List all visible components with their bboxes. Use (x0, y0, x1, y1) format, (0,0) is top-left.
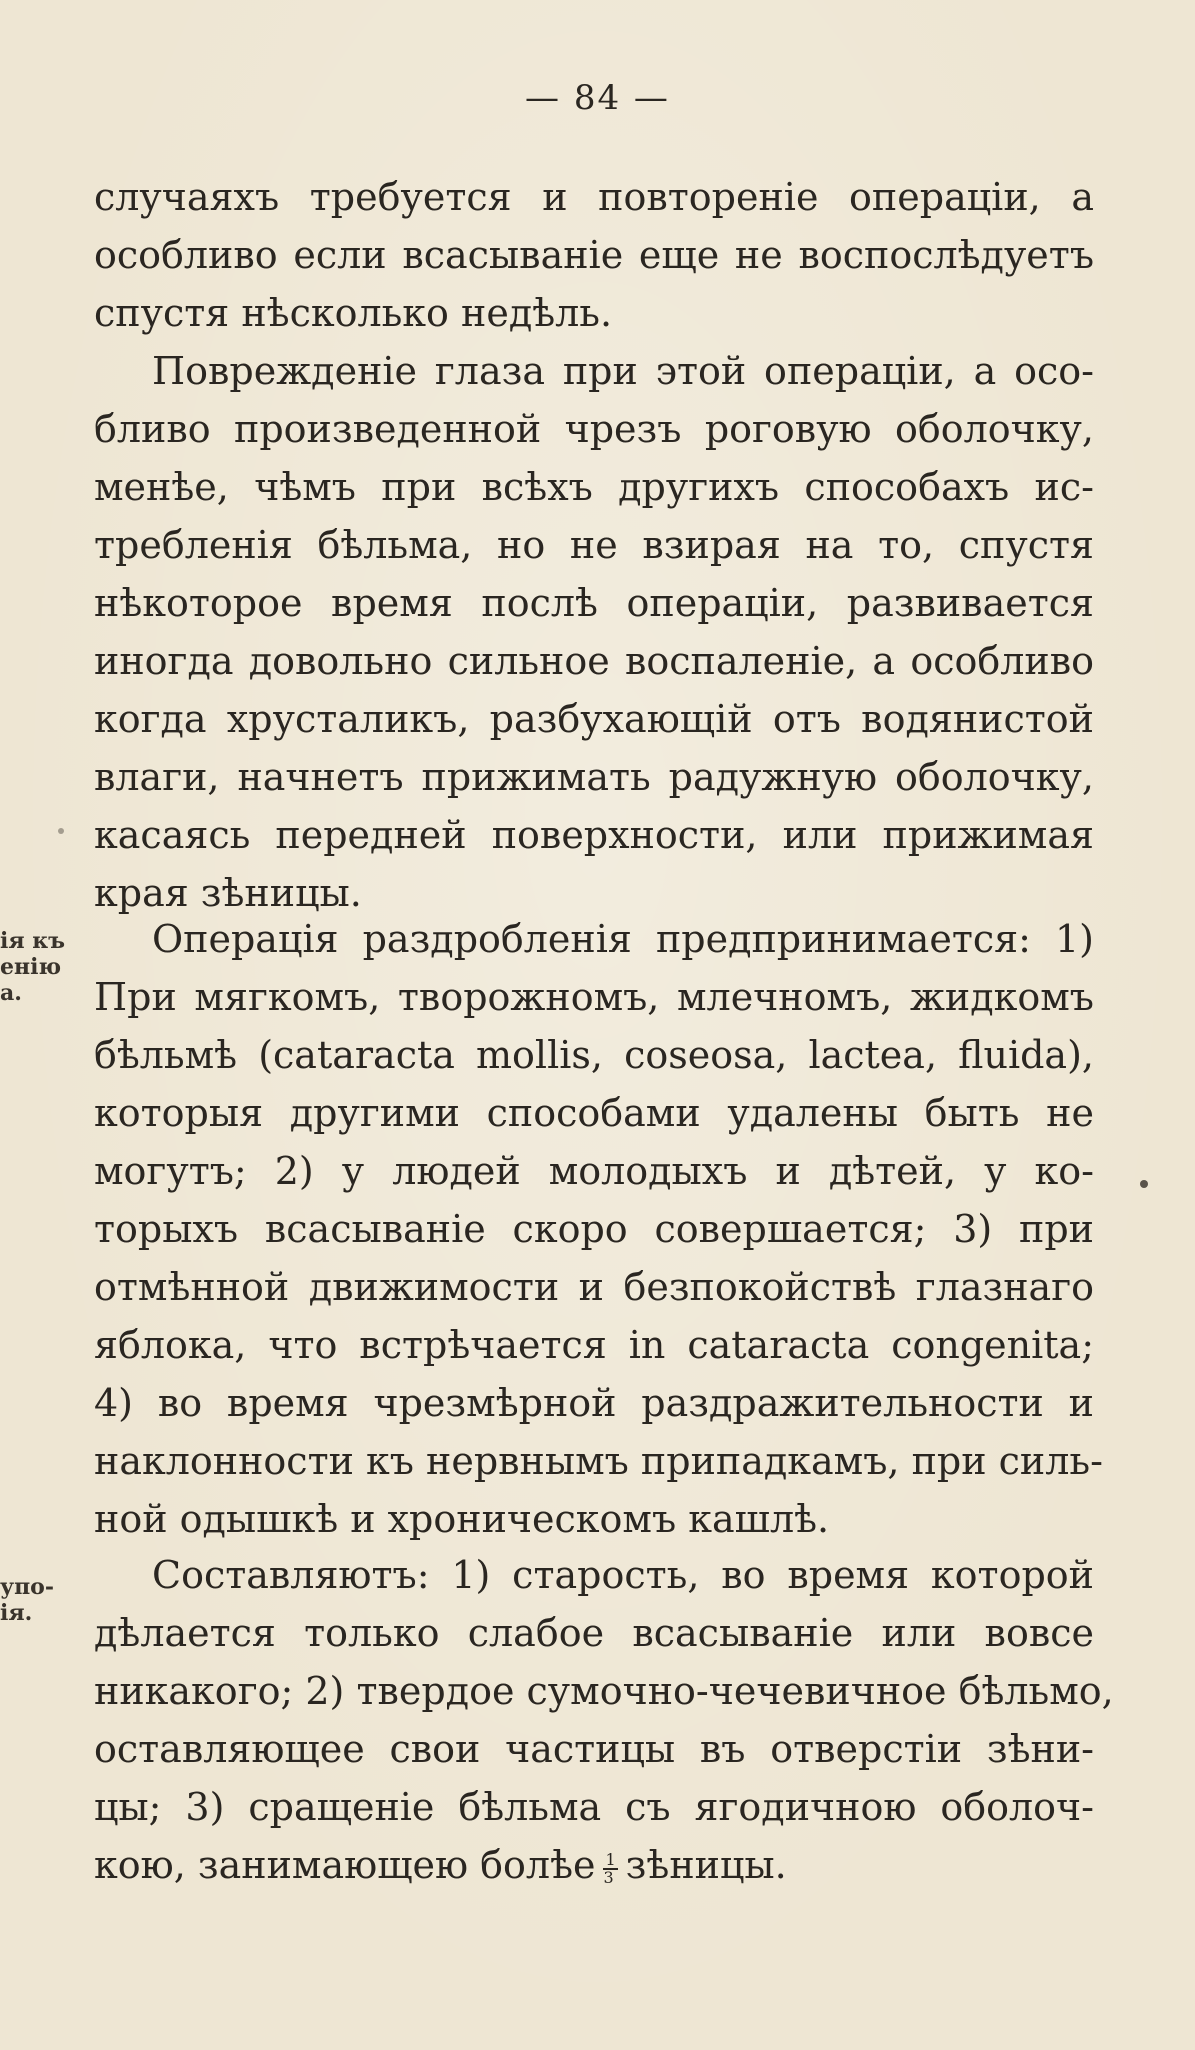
text-line: требленiя бѣльма, но не взирая на то, спустя (94, 523, 1094, 567)
text-line: случаяхъ требуется и повторенiе операцiи, а (94, 175, 1094, 219)
text-line: бливо произведенной чрезъ роговую оболочку, (94, 407, 1094, 451)
text-line: дѣлается только слабое всасыванiе или вовсе (94, 1611, 1094, 1655)
text-line: менѣе, чѣмъ при всѣхъ другихъ способахъ ис- (94, 465, 1094, 509)
text-line: яблока, что встрѣчается in cataracta congenita; (94, 1323, 1094, 1367)
text-line: касаясь передней поверхности, или прижимая (94, 813, 1094, 857)
text-line: Операцiя раздробленiя предпринимается: 1) (152, 917, 1094, 961)
text-line: ной одышкѣ и хроническомъ кашлѣ. (94, 1497, 830, 1541)
text-line: иногда довольно сильное воспаленiе, а особливо (94, 639, 1094, 683)
text-line: Поврежденiе глаза при этой операцiи, а осо- (152, 349, 1094, 393)
paragraph-1 (94, 168, 1094, 342)
text-line: которыя другими способами удалены быть не (94, 1091, 1094, 1135)
paragraph-3 (94, 910, 1103, 1548)
text-line: оставляющее свои частицы въ отверстiи зѣни- (94, 1727, 1094, 1771)
paragraph-2 (94, 342, 1094, 922)
text-line: спустя нѣсколько недѣль. (94, 291, 613, 335)
text-line: особливо если всасыванiе еще не воспослѣдуетъ (94, 233, 1094, 277)
text-line: края зѣницы. (94, 871, 362, 915)
text-line: никакого; 2) твердое сумочно-чечевичное бѣльмо, (94, 1669, 1114, 1713)
ink-speck (58, 828, 64, 834)
text-fragment: кою, занимающею болѣе (94, 1843, 596, 1887)
text-line: При мягкомъ, творожномъ, млечномъ, жидкомъ (94, 975, 1094, 1019)
page-number: — 84 — (525, 78, 670, 118)
text-line: торыхъ всасыванiе скоро совершается; 3) при (94, 1207, 1094, 1251)
fraction-one-third (603, 1849, 617, 1887)
text-line: наклонности къ нервнымъ припадкамъ, при силь- (94, 1439, 1103, 1483)
text-line: Составляютъ: 1) старость, во время которой (152, 1553, 1094, 1597)
text-line: бѣльмѣ (cataracta mollis, coseosa, lactea, fluida), (94, 1033, 1094, 1077)
fraction-denominator: 3 (603, 1867, 614, 1887)
text-line-with-fraction (94, 1836, 1094, 1894)
text-line: 4) во время чрезмѣрной раздражительности и (94, 1381, 1094, 1425)
margin-note-2: упо- ія. (0, 1574, 54, 1626)
text-line: нѣкоторое время послѣ операцiи, развивается (94, 581, 1094, 625)
text-fragment: зѣницы. (625, 1843, 787, 1887)
text-line: когда хрусталикъ, разбухающiй отъ водянистой (94, 697, 1094, 741)
paragraph-4 (94, 1546, 1114, 1894)
ink-speck (1140, 1180, 1148, 1188)
text-line: цы; 3) сращенiе бѣльма съ ягодичною оболоч- (94, 1785, 1094, 1829)
fraction-numerator: 1 (605, 1849, 616, 1869)
text-line: отмѣнной движимости и безпокойствѣ глазнаго (94, 1265, 1094, 1309)
text-line: влаги, начнетъ прижимать радужную оболочку, (94, 755, 1094, 799)
margin-note-1: ія къ енію а. (0, 928, 66, 1006)
text-line: могутъ; 2) у людей молодыхъ и дѣтей, у ко- (94, 1149, 1094, 1193)
